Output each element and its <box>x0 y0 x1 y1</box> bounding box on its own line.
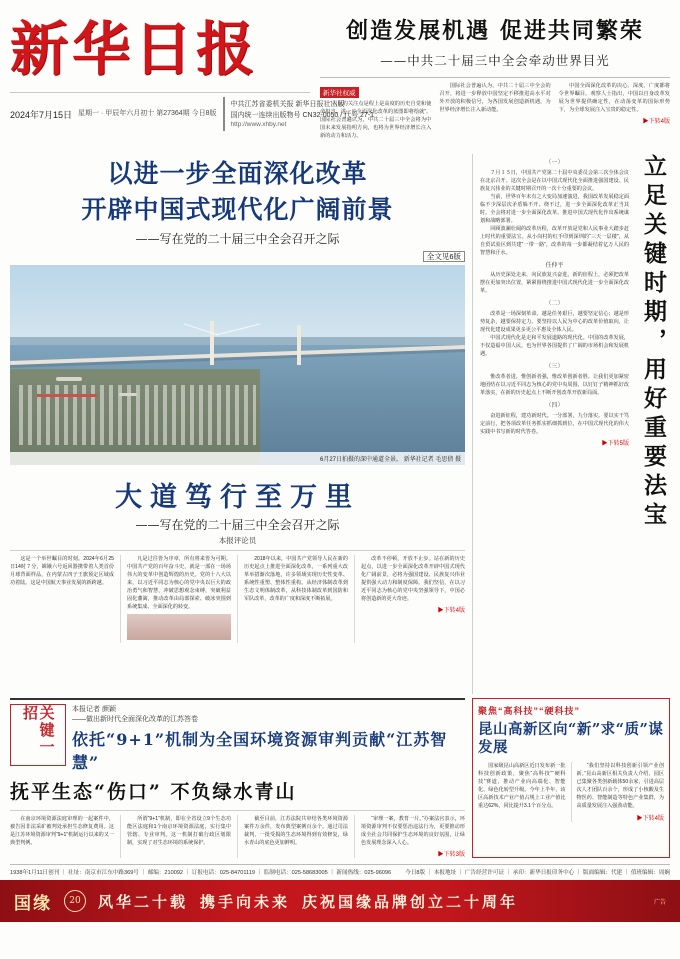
lead-subheadline: ——写在党的二十届三中全会召开之际 <box>135 232 340 246</box>
bottom-left-column <box>244 815 348 858</box>
right-column-text: ７月１５日，中国共产党第二十届中央委员会第三次全体会议在北京召开。这次全会是在以中国式现代化全面推进强国建设、民族复兴伟业的关键时期召开的一次十分重要的会议。 <box>480 170 629 193</box>
footer-left-text: 1938年1月11日创刊 ｜ 社址：南京市江东中路369号 ｜ 邮编：210092 ｜ 订报电话：025-84701119 ｜ 监制电话：025-58683005 ｜ 新闻热线：025-96096 <box>10 870 392 877</box>
bottom-right-article <box>472 698 670 858</box>
right-column-vertical-title: 立足关键时期，用好重要法宝 <box>640 154 667 531</box>
bottom-section <box>0 694 680 858</box>
bottom-right-title: 昆山高新区向“新”求“质”谋发展 <box>478 721 664 757</box>
top-slogan-sub: ——中共二十届三中全会牵动世界目光 <box>380 53 610 68</box>
ad-line3: 庆祝国缘品牌创立二十周年 <box>302 892 519 911</box>
section-mark: （二） <box>545 300 564 307</box>
ad-anniversary-badge: 20 <box>64 890 86 912</box>
lead-jump-label: 全文见6版 <box>423 251 465 262</box>
continuation-note[interactable]: ▶下转4版 <box>642 119 670 126</box>
right-column-text: 惟改革者进，惟创新者强，惟改革创新者胜。让我们更加紧密地团结在以习近平同志为核心的党中央周围，以钉钉子精神抓好改革落实，在新的历史起点上不断开创改革开放新局面。 <box>480 373 629 397</box>
column-divider <box>354 815 355 858</box>
license-info: 国内统一连续出版物号 CN32-0050 / 代号 27-1 <box>230 111 375 119</box>
photo-bridge-pylon <box>297 325 301 365</box>
feature-headline: 大道笃行至万里 <box>115 482 360 513</box>
column-divider <box>237 555 238 643</box>
issue-info: 星期一 · 甲辰年六月初十 第27364期 今日8版 <box>78 110 217 118</box>
key-move-badge <box>10 704 66 766</box>
section-mark: （四） <box>545 403 564 410</box>
ad-label: 广告 <box>653 898 666 906</box>
column-divider <box>237 815 238 858</box>
right-column-text: 从历史深处走来，向民族复兴奋进。新的征程上，必须把改革摆在更加突出位置，紧紧围绕推进中国式现代化进一步全面深化改革。 <box>480 271 629 294</box>
continuation-note[interactable]: ▶下转3版 <box>437 852 465 859</box>
footer-info <box>10 864 670 876</box>
feature-column <box>244 555 348 643</box>
section-mark: （一） <box>545 160 564 166</box>
website-url[interactable]: http://www.xhby.net <box>230 121 287 128</box>
inline-photo <box>127 614 231 640</box>
masthead-right <box>310 8 670 150</box>
top-story-column <box>439 82 550 140</box>
feature-column <box>127 555 231 643</box>
masthead <box>0 0 680 150</box>
newspaper-title: 新华日报 <box>10 15 259 83</box>
column-divider <box>354 555 355 643</box>
feature-columns <box>10 550 465 643</box>
bottom-left-note: ——做出新时代全面深化改革的江苏答卷 <box>72 716 198 723</box>
bottom-right-text: “我们坚持以科技创新引领产业创新。”昆山高新区相关负责人介绍，园区已集聚各类创新载体50余家，引进高层次人才团队百余个，形成了小核酸及生物医药、智能制造等特色产业集群，为高质量发展注入强劲动能。 <box>576 763 664 810</box>
right-column-layout <box>480 154 670 694</box>
bottom-right-column <box>577 762 665 821</box>
publisher-info: 中共江苏省委机关报 新华日报社出版 <box>230 101 345 108</box>
top-slogan: 创造发展机遇 促进共同繁荣 <box>346 18 644 44</box>
right-column-text: 改革是一场深刻革命。越是任务艰巨，越要坚定信心；越是形势复杂，越要保持定力。要坚持以人民为中心的改革价值取向，让现代化建设成果更多更公平惠及全体人民。 <box>480 310 629 333</box>
continuation-note[interactable]: ▶下转4版 <box>636 815 664 822</box>
ad-brand-name: 国缘 <box>14 893 52 914</box>
ad-line2: 携手向未来 <box>200 892 291 911</box>
continuation-note[interactable]: ▶下转4版 <box>437 608 465 615</box>
bottom-left-title2: 抚平生态“伤口” 不负绿水青山 <box>10 781 297 803</box>
right-column-text: 当前，世界百年未有之大变局加速演进，我国改革发展稳定面临不少深层次矛盾躲不开、绕不过，进一步全面深化改革正当其时。全会将对进一步全面深化改革、推进中国式现代化作出系统谋划和战略部署。 <box>480 194 629 225</box>
source-tag: 新华社权威 <box>320 87 359 98</box>
right-column-text: 奋进新征程，建功新时代。一分部署，九分落实。要以实干笃定前行，把各项改革任务抓实抓细抓到位，在中国式现代化的伟大实践中书写新的时代答卷。 <box>480 413 629 436</box>
feature-subheadline: ——写在党的二十届三中全会召开之际 <box>135 518 340 532</box>
right-column-text: 中国式现代化是走和平发展道路的现代化。中国的改革发展，不仅造福中国人民，也为世界各国提供了广阔的市场机会和发展机遇。 <box>480 334 629 357</box>
bottom-left-title: 依托“9+1”机制为全国环境资源审判贡献“江苏智慧” <box>72 730 448 772</box>
bottom-left-columns <box>10 810 465 858</box>
main-column <box>10 154 465 694</box>
bottom-left-text: “审理一案，教育一片。”办案法官表示，环境资源审判不仅要惩治违法行为，更要推动形成全社会共同保护生态环境的良好氛围，让绿色发展理念深入人心。 <box>361 816 465 847</box>
bottom-right-column <box>478 762 566 821</box>
feature-text: 凡是过往皆为序章，所有将来皆为可期。中国共产党的百年奋斗史，就是一部在一场场伟大的变革中创造辉煌的历史。党的十八大以来，以习近平同志为核心的党中央以巨大的政治勇气和智慧，冲破思想观念束缚，突破利益固化藩篱，推动改革由局部探索、破冰突围到系统集成、全面深化的转变。 <box>127 556 231 611</box>
feature-text: 改革不停顿，开放不止步。站在新的历史起点，以进一步全面深化改革开辟中国式现代化广阔前景，必将为强国建设、民族复兴伟业提供强大动力和制度保障。我们坚信，在以习近平同志为核心的党中央坚强领导下，中国必将创造新的更大奇迹。 <box>361 556 465 603</box>
lead-headline-line1: 以进一步全面深化改革 <box>107 159 368 188</box>
top-story-text: 中国全面深化改革的决心、深度、广度都将令世界瞩目。观察人士指出，中国以自身改革发展为世界提供确定性，在动荡变革的国际形势下，为全球发展注入宝贵的稳定性。 <box>558 83 670 114</box>
photo-crane <box>37 394 97 397</box>
bottom-left-article <box>10 698 465 858</box>
lead-headline-line2: 开辟中国式现代化广阔前景 <box>81 195 394 224</box>
lead-photo <box>10 265 465 465</box>
photo-ship <box>56 377 82 381</box>
key-move-badge-label: 关键一招 <box>21 705 56 756</box>
photo-caption: 6月27日拍摄的深中通道全景。 新华社记者 毛思倩 摄 <box>10 452 465 465</box>
bottom-right-kicker: 聚焦“高科技”“硬科技” <box>478 706 581 716</box>
column-divider <box>120 815 121 858</box>
bottom-right-columns <box>478 762 664 821</box>
bottom-left-text: 所谓“9+1”机制，即在全省设立9个生态功能区法庭和1个南京环境资源法庭，实行集中管辖、专业审判。这一机制打破行政区划限制，实现了对生态环境的系统保护。 <box>127 816 231 847</box>
bottom-right-text: 国家级昆山高新区近日发布新一批科技创新政策，聚焦“高科技”“硬科技”赛道，推动产业向高端化、智能化、绿色化转型升级。今年上半年，该区高新技术产业产值占规上工业产值比重达62%，同比提升3.1个百分点。 <box>478 763 566 810</box>
right-column-text: 回顾波澜壮阔的改革历程，改革开放是党和人民事业大踏步赶上时代的重要法宝。从小岗村的红手印到深圳的“三天一层楼”，从自贸试验区到共建“一带一路”，改革的每一步都凝结着亿万人民的智慧和汗水。 <box>480 226 629 257</box>
top-story-text: “人民的关注点是程上是高度的历史自觉和使命担当，进一步全面深化改革的蓝图即将绘就”。国际社会普遍认为，中共二十届三中全会将为中国未来发展指明方向，也将为世界经济增长注入新的动力和活力。 <box>320 101 432 140</box>
photo-bridge-pylon <box>210 321 214 365</box>
bottom-left-text: 在南京环境资源法庭审理的一起案件中，被告因非法采矿被判处承担生态修复费用。这是江苏环境资源审判“9+1”机制运行以来的又一典型判例。 <box>10 816 114 847</box>
page-body <box>0 150 680 694</box>
lead-jump-flag[interactable] <box>10 251 465 262</box>
continuation-note[interactable]: ▶下转5版 <box>601 441 629 448</box>
publication-date: 2024年7月15日 <box>10 109 73 120</box>
top-story-text: 国际社会普遍认为，中共二十届三中全会的召开，将进一步释放中国坚定不移推进高水平对外开放的积极信号，为各国发展创造新机遇，为世界经济增长注入新动能。 <box>439 83 551 114</box>
right-column-body <box>480 154 633 694</box>
feature-text: 这是一个举世瞩目的时刻。2024年6月25日14时７分，嫦娥六号返回器携带着人类首份月球背面样品，在内蒙古四子王旗预定区域成功着陆。这是中国航天事业发展的新跨越。 <box>10 556 114 587</box>
column-divider <box>571 762 572 821</box>
bottom-left-column <box>10 815 114 858</box>
right-column <box>472 154 670 694</box>
bottom-advertisement[interactable] <box>0 880 680 922</box>
qr-code-icon[interactable] <box>223 97 225 131</box>
section-mark: （三） <box>545 363 564 370</box>
footer-right-text: 今日8版 ｜ 本报地址 ｜ 广告经营许可证 ｜ 承印：新华日报印务中心 ｜ 版面编辑：代建 ｜ 值班编辑：周娴 <box>405 870 670 877</box>
top-story-column <box>559 82 670 140</box>
ad-line1: 风华二十载 <box>98 892 189 911</box>
bottom-left-column <box>361 815 465 858</box>
column-divider <box>120 555 121 643</box>
right-column-byline: 任仲平 <box>545 262 564 269</box>
feature-column <box>361 555 465 643</box>
feature-byline: 本报评论员 <box>218 536 257 545</box>
feature-column <box>10 555 114 643</box>
bottom-left-text: 截至目前，江苏法院共审结各类环境资源案件万余件，发布典型案例百余个。通过司法裁判，一批受损的生态环境得到有效修复，绿水青山的底色更加鲜明。 <box>244 816 348 847</box>
photo-ship <box>119 393 137 396</box>
feature-text: 2018年以来，中国共产党领导人民在新的历史起点上推进全面深化改革，一系列重大改革举措渐次落地，许多领域实现历史性变革、系统性重塑、整体性重构。从经济体制改革到生态文明体制改革，从科技体制改革到国防和军队改革，改革的广度和深度不断拓展。 <box>244 556 348 603</box>
bottom-left-kicker: 本报记者 颜颖 <box>72 706 116 713</box>
bottom-left-column <box>127 815 231 858</box>
